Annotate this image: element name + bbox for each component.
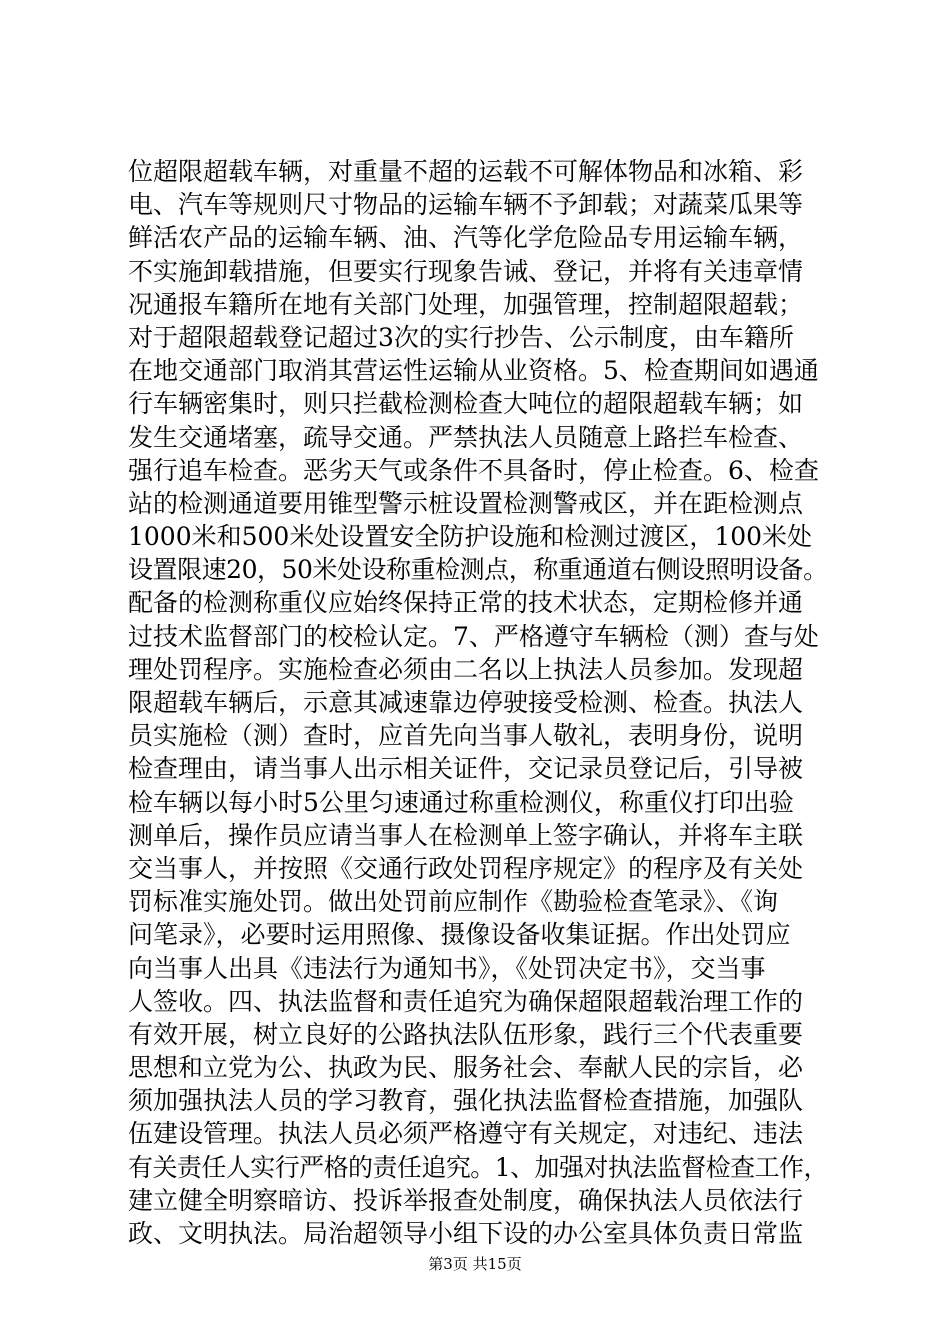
text-line: 位超限超载车辆，对重量不超的运载不可解体物品和冰箱、彩 [128,157,804,186]
text-line: 行车辆密集时，则只拦截检测检查大吨位的超限超载车辆；如 [128,389,804,419]
page-number-label: 第3页 共15页 [428,1255,522,1273]
text-line: 测单后，操作员应请当事人在检测单上签字确认，并将车主联 [128,820,804,850]
text-line: 检车辆以每小时5公里匀速通过称重检测仪，称重仪打印出验 [128,787,794,817]
text-line: 伍建设管理。执法人员必须严格遵守有关规定，对违纪、违法 [128,1119,804,1149]
text-line: 不实施卸载措施，但要实行现象告诫、登记，并将有关违章情 [128,256,804,286]
text-line: 有关责任人实行严格的责任追究。1、加强对执法监督检查工作， [128,1152,828,1182]
text-line: 过技术监督部门的校检认定。7、严格遵守车辆检（测）查与处 [128,621,819,651]
text-line: 电、汽车等规则尺寸物品的运输车辆不予卸载；对蔬菜瓜果等 [128,190,804,220]
text-line: 问笔录》，必要时运用照像、摄像设备收集证据。作出处罚应 [128,920,791,950]
text-line: 员实施检（测）查时，应首先向当事人敬礼，表明身份，说明 [128,721,804,751]
text-line: 检查理由，请当事人出示相关证件，交记录员登记后，引导被 [128,754,804,784]
text-line: 设置限速20，50米处设称重检测点，称重通道右侧设照明设备。 [128,555,828,585]
text-line: 鲜活农产品的运输车辆、油、汽等化学危险品专用运输车辆， [128,223,804,253]
text-line: 1000米和500米处设置安全防护设施和检测过渡区，100米处 [128,522,813,552]
text-line: 须加强执法人员的学习教育，强化执法监督检查措施，加强队 [128,1086,804,1116]
text-line: 向当事人出具《违法行为通知书》，《处罚决定书》，交当事 [128,953,766,983]
page-footer [0,1253,950,1274]
text-line: 限超载车辆后，示意其减速靠边停驶接受检测、检查。执法人 [128,688,804,717]
text-line: 站的检测通道要用锥型警示桩设置检测警戒区，并在距检测点 [128,488,804,518]
text-line: 在地交通部门取消其营运性运输从业资格。5、检查期间如遇通 [128,356,819,386]
text-line: 强行追车检查。恶劣天气或条件不具备时，停止检查。6、检查 [128,455,819,485]
text-line: 建立健全明察暗访、投诉举报查处制度，确保执法人员依法行 [128,1185,804,1215]
text-line: 况通报车籍所在地有关部门处理，加强管理，控制超限超载； [128,289,804,319]
text-line: 政、文明执法。局治超领导小组下设的办公室具体负责日常监 [128,1219,804,1248]
text-line: 罚标准实施处罚。做出处罚前应制作《勘验检查笔录》、《询 [128,887,779,917]
text-line: 理处罚程序。实施检查必须由二名以上执法人员参加。发现超 [128,654,804,684]
text-line: 对于超限超载登记超过3次的实行抄告、公示制度，由车籍所 [128,322,794,352]
body-paragraph [128,155,828,1250]
text-line: 交当事人，并按照《交通行政处罚程序规定》的程序及有关处 [128,853,804,883]
text-line: 有效开展，树立良好的公路执法队伍形象，践行三个代表重要 [128,1019,804,1049]
text-line: 发生交通堵塞，疏导交通。严禁执法人员随意上路拦车检查、 [128,422,804,452]
text-line: 人签收。四、执法监督和责任追究为确保超限超载治理工作的 [128,986,804,1016]
text-line: 配备的检测称重仪应始终保持正常的技术状态，定期检修并通 [128,588,804,618]
text-line: 思想和立党为公、执政为民、服务社会、奉献人民的宗旨，必 [128,1053,804,1083]
